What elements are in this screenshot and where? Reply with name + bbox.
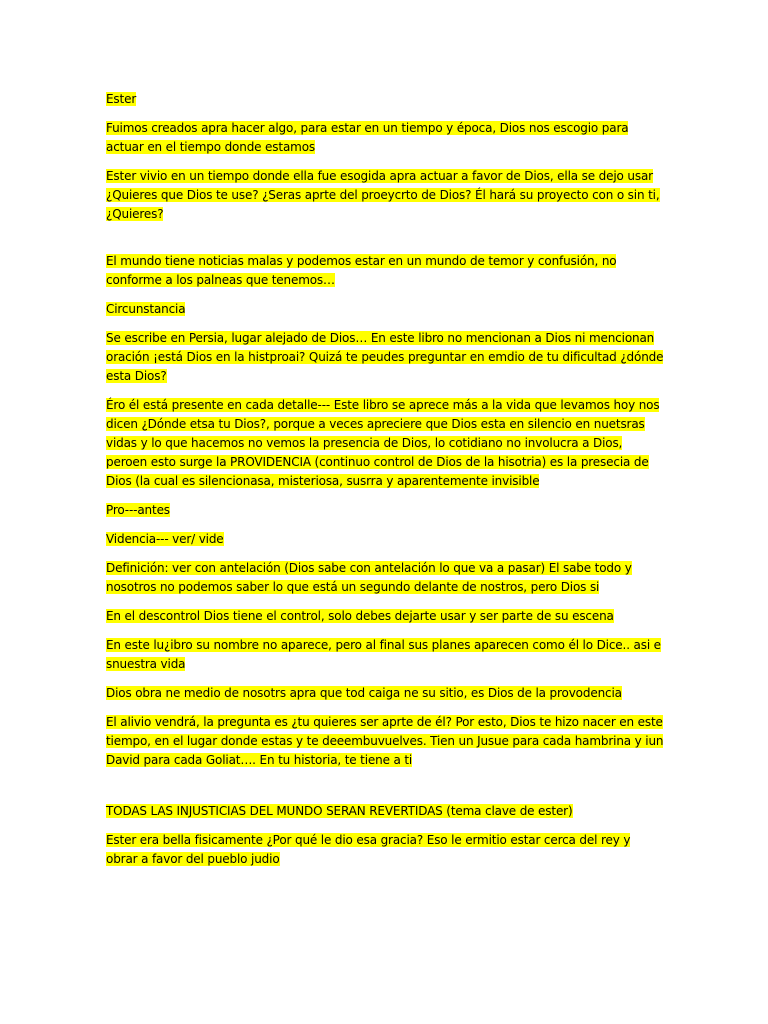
paragraph: Fuimos creados apra hacer algo, para estar en un tiempo y época, Dios nos escogio para actuar en el tiempo donde estamos xyxy=(106,121,629,154)
paragraph: Éro él está presente en cada detalle--- Este libro se aprece más a la vida que levamos hoy nos dicen ¿Dónde etsa tu Dios?, porque a veces apreciere que Dios esta en silencio en nuetsras vidas y lo que hacemos no vemos la presencia de Dios, lo cotidiano no involucra a Dios, peroen esto surge la PROVIDENCIA (continuo control de Dios de la hisotria) es la presecia de Dios (la cual es silencionasa, misteriosa, susrra y aparentemente invisible xyxy=(106,398,660,488)
document-title: Ester xyxy=(106,92,137,106)
paragraph: Ester vivio en un tiempo donde ella fue esogida apra actuar a favor de Dios, ella se dejo usar ¿Quieres que Dios te use? ¿Seras aprte del proeycrto de Dios? Él hará su proyecto con o sin ti, ¿Quieres? xyxy=(106,169,660,221)
document-body xyxy=(106,90,664,879)
paragraph: En el descontrol Dios tiene el control, solo debes dejarte usar y ser parte de su escena xyxy=(106,609,614,623)
paragraph: Videncia--- ver/ vide xyxy=(106,532,224,546)
paragraph: Pro---antes xyxy=(106,503,170,517)
paragraph: Ester era bella fisicamente ¿Por qué le dio esa gracia? Eso le ermitio estar cerca del rey y obrar a favor del pueblo judio xyxy=(106,833,631,866)
paragraph: Definición: ver con antelación (Dios sabe con antelación lo que va a pasar) El sabe todo y nosotros no podemos saber lo que está un segundo delante de nostros, pero Dios si xyxy=(106,561,632,594)
key-theme-heading: TODAS LAS INJUSTICIAS DEL MUNDO SERAN REVERTIDAS (tema clave de ester) xyxy=(106,804,573,818)
blank-line xyxy=(106,780,664,802)
paragraph: En este lu¿ibro su nombre no aparece, pero al final sus planes aparecen como él lo Dice.. asi e snuestra vida xyxy=(106,638,661,671)
blank-line xyxy=(106,234,664,252)
paragraph: Se escribe en Persia, lugar alejado de Dios… En este libro no mencionan a Dios ni mencionan oración ¡está Dios en la histproai? Quizá te peudes preguntar en emdio de tu dificultad ¿dónde esta Dios? xyxy=(106,331,664,383)
paragraph: El mundo tiene noticias malas y podemos estar en un mundo de temor y confusión, no conforme a los palneas que tenemos… xyxy=(106,254,617,287)
paragraph: El alivio vendrá, la pregunta es ¿tu quieres ser aprte de él? Por esto, Dios te hizo nacer en este tiempo, en el lugar donde estas y te deeembuvuelves. Tien un Jusue para cada hambrina y iun David para cada Goliat…. En tu historia, te tiene a ti xyxy=(106,715,664,767)
paragraph: Dios obra ne medio de nosotrs apra que tod caiga ne su sitio, es Dios de la provodencia xyxy=(106,686,622,700)
section-heading: Circunstancia xyxy=(106,302,186,316)
